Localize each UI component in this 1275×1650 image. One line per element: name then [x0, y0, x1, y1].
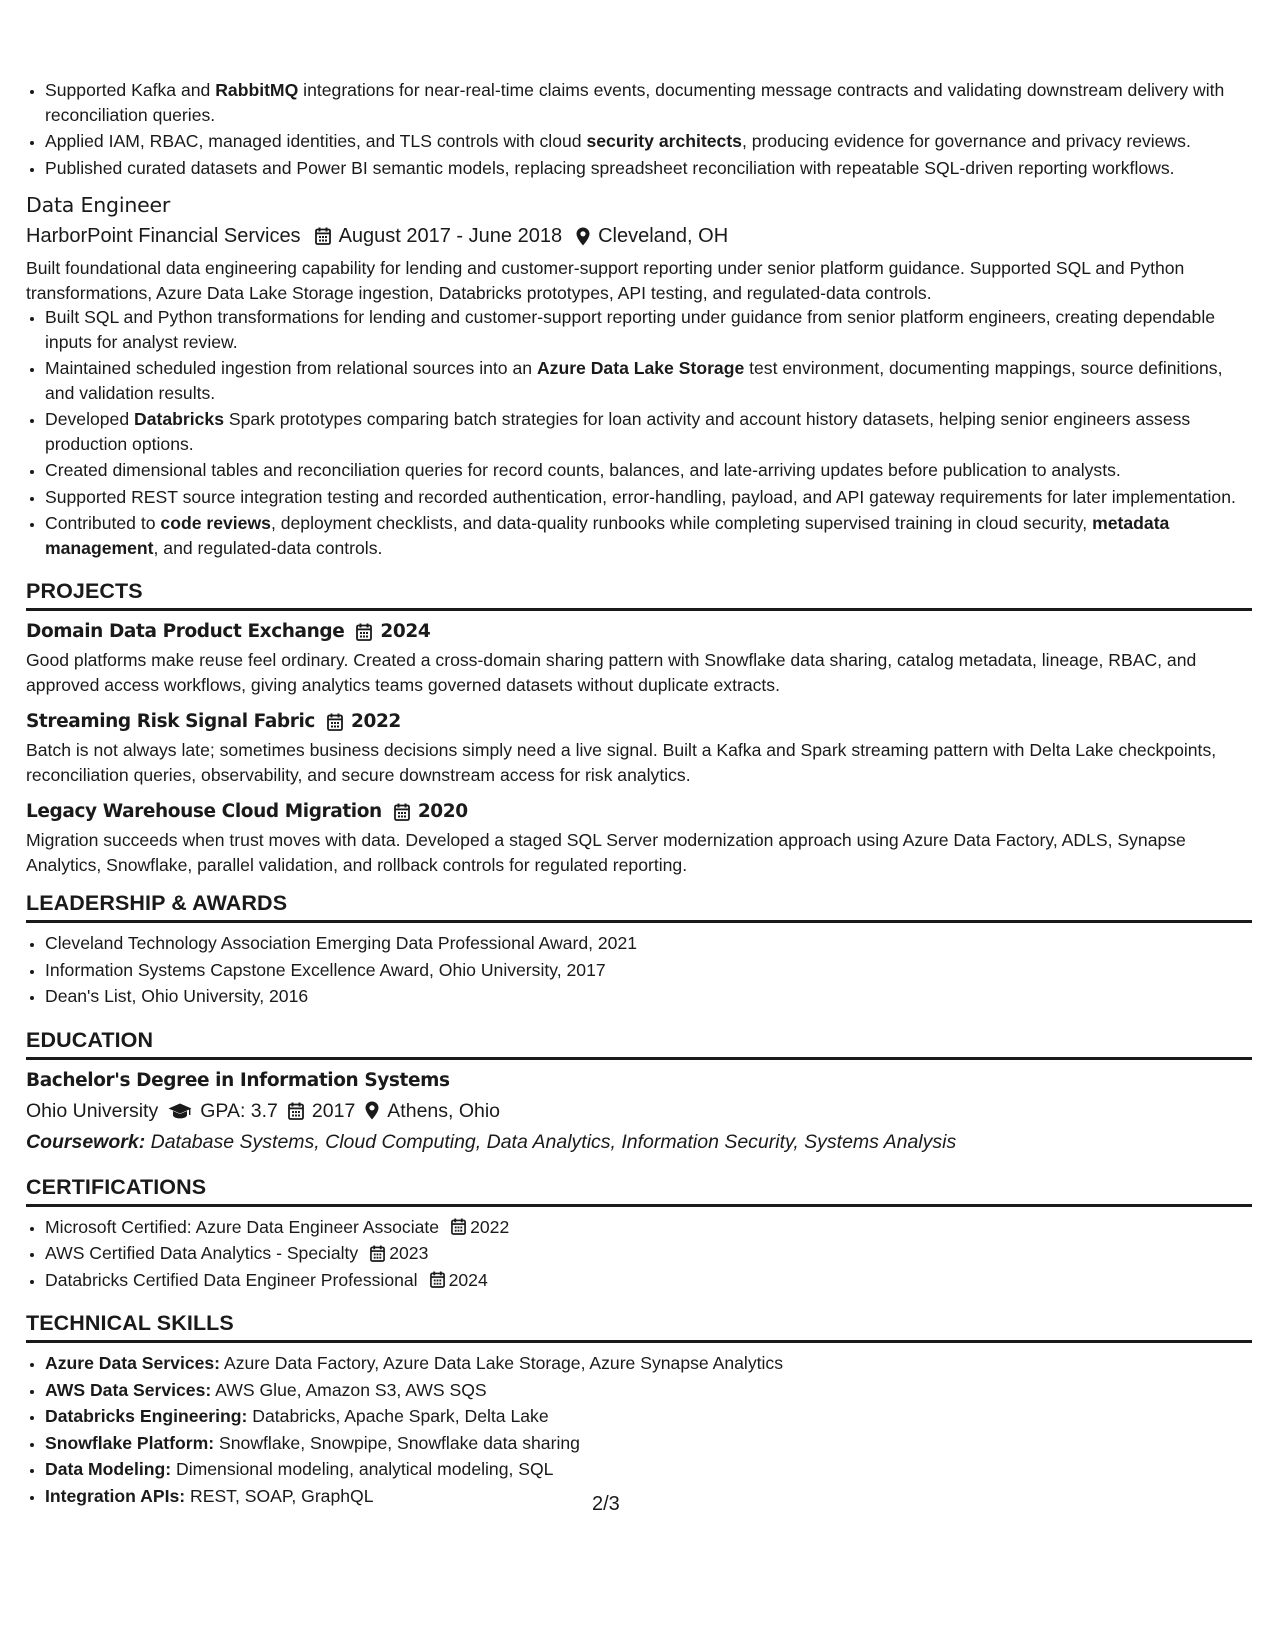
bullet-item: • Supported REST source integration testing and recorded authentication, error-handling, payload, and API gateway requirements for later implementation.: [45, 485, 1252, 510]
resume-page: [26, 78, 1252, 1510]
coursework-list: Database Systems, Cloud Computing, Data Analytics, Information Security, Systems Analysis: [145, 1130, 957, 1153]
section-heading: TECHNICAL SKILLS: [26, 1309, 1252, 1343]
skill-label: Data Modeling:: [45, 1459, 172, 1479]
awards-list: [26, 931, 1252, 1009]
bullet-item: • Developed Databricks Spark prototypes comparing batch strategies for loan activity and account history datasets, helping senior engineers assess production options.: [45, 407, 1252, 456]
award-item: • Cleveland Technology Association Emerging Data Professional Award, 2021: [45, 931, 1252, 956]
project-entry: [26, 799, 1252, 877]
skill-value: Azure Data Factory, Azure Data Lake Storage, Azure Synapse Analytics: [220, 1353, 784, 1373]
project-name: Domain Data Product Exchange: [26, 621, 345, 642]
coursework-label: Coursework:: [26, 1130, 146, 1153]
skill-label: Azure Data Services:: [45, 1353, 221, 1373]
bullet-item: • Supported Kafka and RabbitMQ integrations for near-real-time claims events, documenting message contracts and validating downstream delivery with reconciliation queries.: [45, 78, 1252, 127]
project-description: Migration succeeds when trust moves with data. Developed a staged SQL Server modernization approach using Azure Data Factory, ADLS, Synapse Analytics, Snowflake, parallel validation, and rollback controls for regulated reporting.: [26, 830, 1186, 875]
skill-value: Databricks, Apache Spark, Delta Lake: [247, 1406, 549, 1426]
skill-item: [45, 1378, 1252, 1403]
certification-name: • Microsoft Certified: Azure Data Engineer Associate: [45, 1216, 440, 1237]
job-meta: [26, 222, 1252, 250]
gpa: GPA: 3.7: [200, 1099, 278, 1122]
project-year: 2022: [351, 711, 401, 732]
education-section: [26, 1026, 1252, 1156]
graduation-year: 2017: [311, 1099, 356, 1122]
certification-year: 2024: [448, 1269, 488, 1290]
section-heading: EDUCATION: [26, 1026, 1252, 1060]
certification-item: [45, 1268, 1252, 1293]
project-entry: [26, 619, 1252, 697]
calendar-icon: [370, 1245, 385, 1262]
skill-label: Snowflake Platform:: [45, 1432, 215, 1453]
skill-value: Snowflake, Snowpipe, Snowflake data sharing: [214, 1432, 580, 1453]
calendar-icon: [451, 1218, 466, 1235]
education-meta: [26, 1097, 1252, 1125]
calendar-icon: [356, 623, 372, 641]
skill-item: [45, 1457, 1252, 1482]
skill-value: Dimensional modeling, analytical modeling, SQL: [171, 1459, 554, 1479]
job-summary: Built foundational data engineering capability for lending and customer-support reporting under senior platform guidance. Supported SQL and Python transformations, Azure Data Lake Storage ingestion, Databricks prototypes, API testing, and regulated-data controls.: [26, 258, 1185, 303]
bullet-item: • Published curated datasets and Power BI semantic models, replacing spreadsheet reconciliation with repeatable SQL-driven reporting workflows.: [45, 156, 1252, 181]
project-year: 2020: [417, 801, 468, 822]
leadership-section: [26, 889, 1252, 1009]
calendar-icon: [394, 803, 410, 821]
job-location: Cleveland, OH: [598, 225, 729, 247]
calendar-icon: [430, 1271, 445, 1288]
project-name: Legacy Warehouse Cloud Migration: [26, 801, 382, 822]
map-pin-icon: [365, 1101, 379, 1120]
section-heading: PROJECTS: [26, 577, 1252, 611]
graduation-cap-icon: [168, 1103, 192, 1119]
job-bullets: [26, 305, 1252, 560]
school-location: Athens, Ohio: [387, 1099, 501, 1122]
project-description: Batch is not always late; sometimes business decisions simply need a live signal. Built a Kafka and Spark streaming pattern with Delta Lake checkpoints, reconciliation queries, observability, and secure downstream access for risk analytics.: [26, 740, 1217, 785]
degree-title: Bachelor's Degree in Information Systems: [26, 1069, 450, 1091]
skill-item: [45, 1431, 1252, 1456]
certification-name: • Databricks Certified Data Engineer Professional: [45, 1269, 418, 1290]
skills-section: [26, 1309, 1252, 1508]
skill-label: AWS Data Services:: [45, 1379, 212, 1400]
project-entry: [26, 709, 1252, 787]
award-item: • Dean's List, Ohio University, 2016: [45, 984, 1252, 1009]
skills-list: [26, 1351, 1252, 1508]
project-name: Streaming Risk Signal Fabric: [26, 711, 315, 732]
certification-year: 2022: [470, 1216, 510, 1237]
project-description: Good platforms make reuse feel ordinary. Created a cross-domain sharing pattern with Snowflake data sharing, catalog metadata, lineage, RBAC, and approved access workflows, giving analytics teams governed datasets without duplicate extracts.: [26, 650, 1197, 695]
certification-name: • AWS Certified Data Analytics - Specialty: [45, 1243, 359, 1263]
calendar-icon: [315, 227, 331, 245]
award-item: • Information Systems Capstone Excellence Award, Ohio University, 2017: [45, 958, 1252, 983]
certification-item: [45, 1241, 1252, 1266]
bullet-item: • Created dimensional tables and reconciliation queries for record counts, balances, and late-arriving updates before publication to analysts.: [45, 458, 1252, 483]
bullet-item: • Applied IAM, RBAC, managed identities, and TLS controls with cloud security architects, producing evidence for governance and privacy reviews.: [45, 129, 1252, 154]
calendar-icon: [327, 713, 343, 731]
section-heading: LEADERSHIP & AWARDS: [26, 889, 1252, 923]
page-number: 2/3: [592, 1493, 620, 1515]
skill-label: Databricks Engineering:: [45, 1406, 248, 1426]
section-heading: CERTIFICATIONS: [26, 1173, 1252, 1207]
skill-item: [45, 1351, 1252, 1376]
bullet-item: • Contributed to code reviews, deployment checklists, and data-quality runbooks while completing supervised training in cloud security, metadata management, and regulated-data controls.: [45, 511, 1252, 560]
certifications-list: [26, 1215, 1252, 1293]
skill-item: [45, 1404, 1252, 1429]
calendar-icon: [288, 1102, 304, 1120]
job-entry: [26, 192, 1252, 560]
skill-label: Integration APIs:: [45, 1485, 186, 1506]
company-name: HarborPoint Financial Services: [26, 225, 301, 247]
coursework: [26, 1128, 1252, 1156]
skill-item: [45, 1484, 1252, 1509]
projects-section: [26, 577, 1252, 877]
certifications-section: [26, 1173, 1252, 1293]
skill-value: AWS Glue, Amazon S3, AWS SQS: [211, 1379, 487, 1400]
skill-value: REST, SOAP, GraphQL: [185, 1485, 374, 1506]
certification-item: [45, 1215, 1252, 1240]
project-year: 2024: [380, 621, 431, 642]
bullet-item: • Built SQL and Python transformations for lending and customer-support reporting under guidance from senior platform engineers, creating dependable inputs for analyst review.: [45, 305, 1252, 354]
school-name: Ohio University: [26, 1099, 159, 1122]
previous-role-bullets: [26, 78, 1252, 180]
job-title: Data Engineer: [26, 193, 171, 217]
bullet-item: • Maintained scheduled ingestion from relational sources into an Azure Data Lake Storage test environment, documenting mappings, source definitions, and validation results.: [45, 356, 1252, 405]
map-pin-icon: [576, 227, 590, 246]
job-dates: August 2017 - June 2018: [338, 225, 563, 247]
certification-year: 2023: [389, 1243, 429, 1263]
